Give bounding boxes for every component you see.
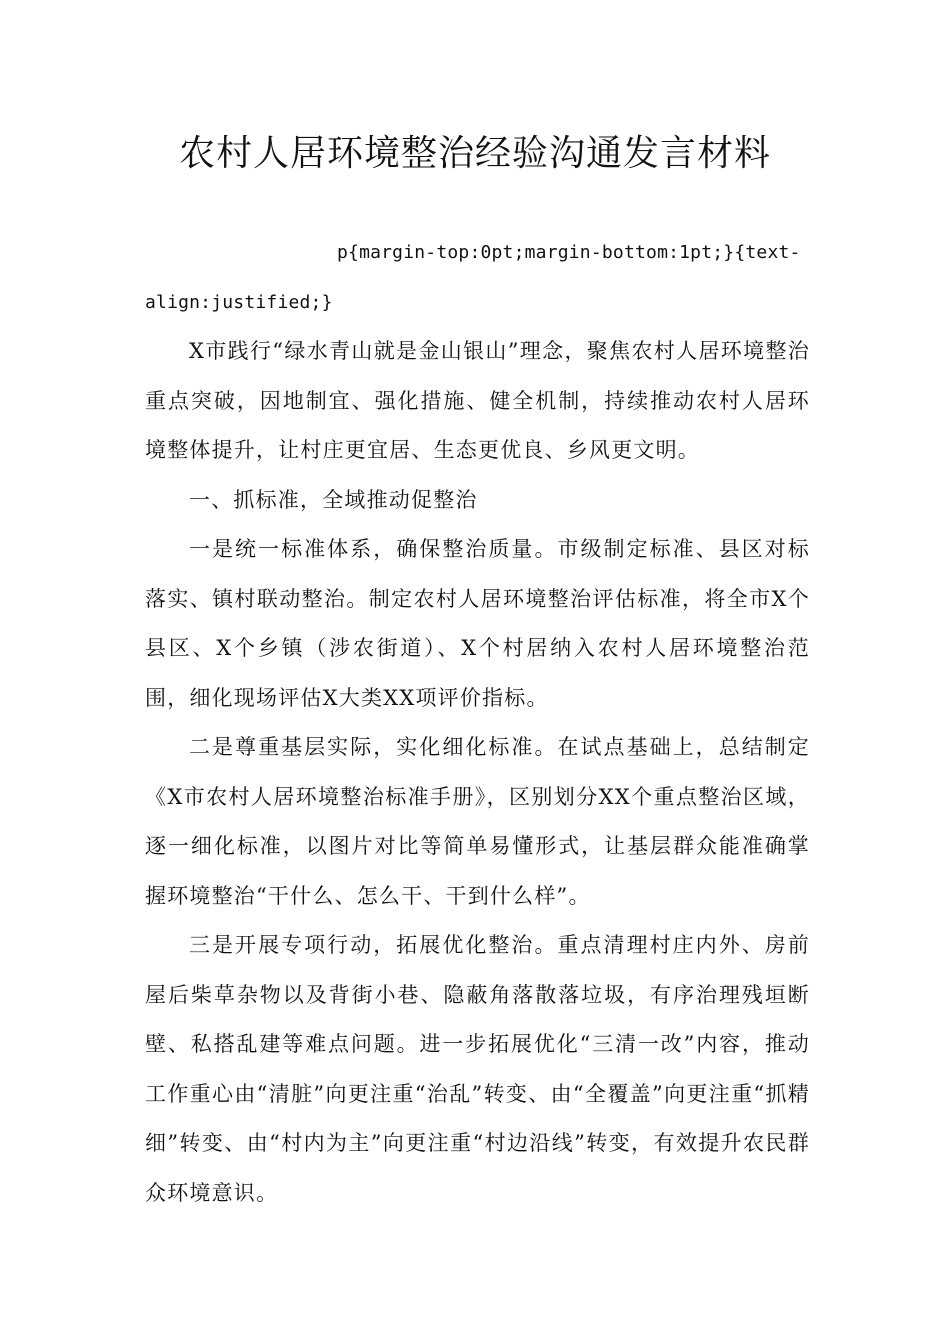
paragraph-point-1: 一是统一标准体系，确保整治质量。市级制定标准、县区对标落实、镇村联动整治。制定农村人居环境整治评估标准，将全市X个县区、X个乡镇（涉农街道）、X个村居纳入农村人居环境整治范围，细化现场评估X大类XX项评价指标。	[145, 537, 810, 710]
css-text-line-1: p{margin-top:0pt;margin-bottom:1pt;}{text-	[337, 242, 801, 263]
section-heading-1: 一、抓标准，全域推动促整治	[189, 487, 478, 512]
document-body	[145, 228, 810, 1218]
paragraph-intro: X市践行“绿水青山就是金山银山”理念，聚焦农村人居环境整治重点突破，因地制宜、强化措施、健全机制，持续推动农村人居环境整体提升，让村庄更宜居、生态更优良、乡风更文明。	[145, 339, 810, 462]
css-text-line-2: align:justified;}	[145, 291, 333, 313]
document-title: 农村人居环境整治经验沟通发言材料	[178, 133, 771, 174]
paragraph-point-3: 三是开展专项行动，拓展优化整治。重点清理村庄内外、房前屋后柴草杂物以及背街小巷、隐蔽角落散落垃圾，有序治理残垣断壁、私搭乱建等难点问题。进一步拓展优化“三清一改”内容，推动工作重心由“清脏”向更注重“治乱”转变、由“全覆盖”向更注重“抓精细”转变、由“村内为主”向更注重“村边沿线”转变，有效提升农民群众环境意识。	[145, 933, 810, 1205]
paragraph-point-2: 二是尊重基层实际，实化细化标准。在试点基础上，总结制定《X市农村人居环境整治标准手册》，区别划分XX个重点整治区域，逐一细化标准，以图片对比等简单易懂形式，让基层群众能准确掌握环境整治“干什么、怎么干、干到什么样”。	[145, 735, 810, 908]
